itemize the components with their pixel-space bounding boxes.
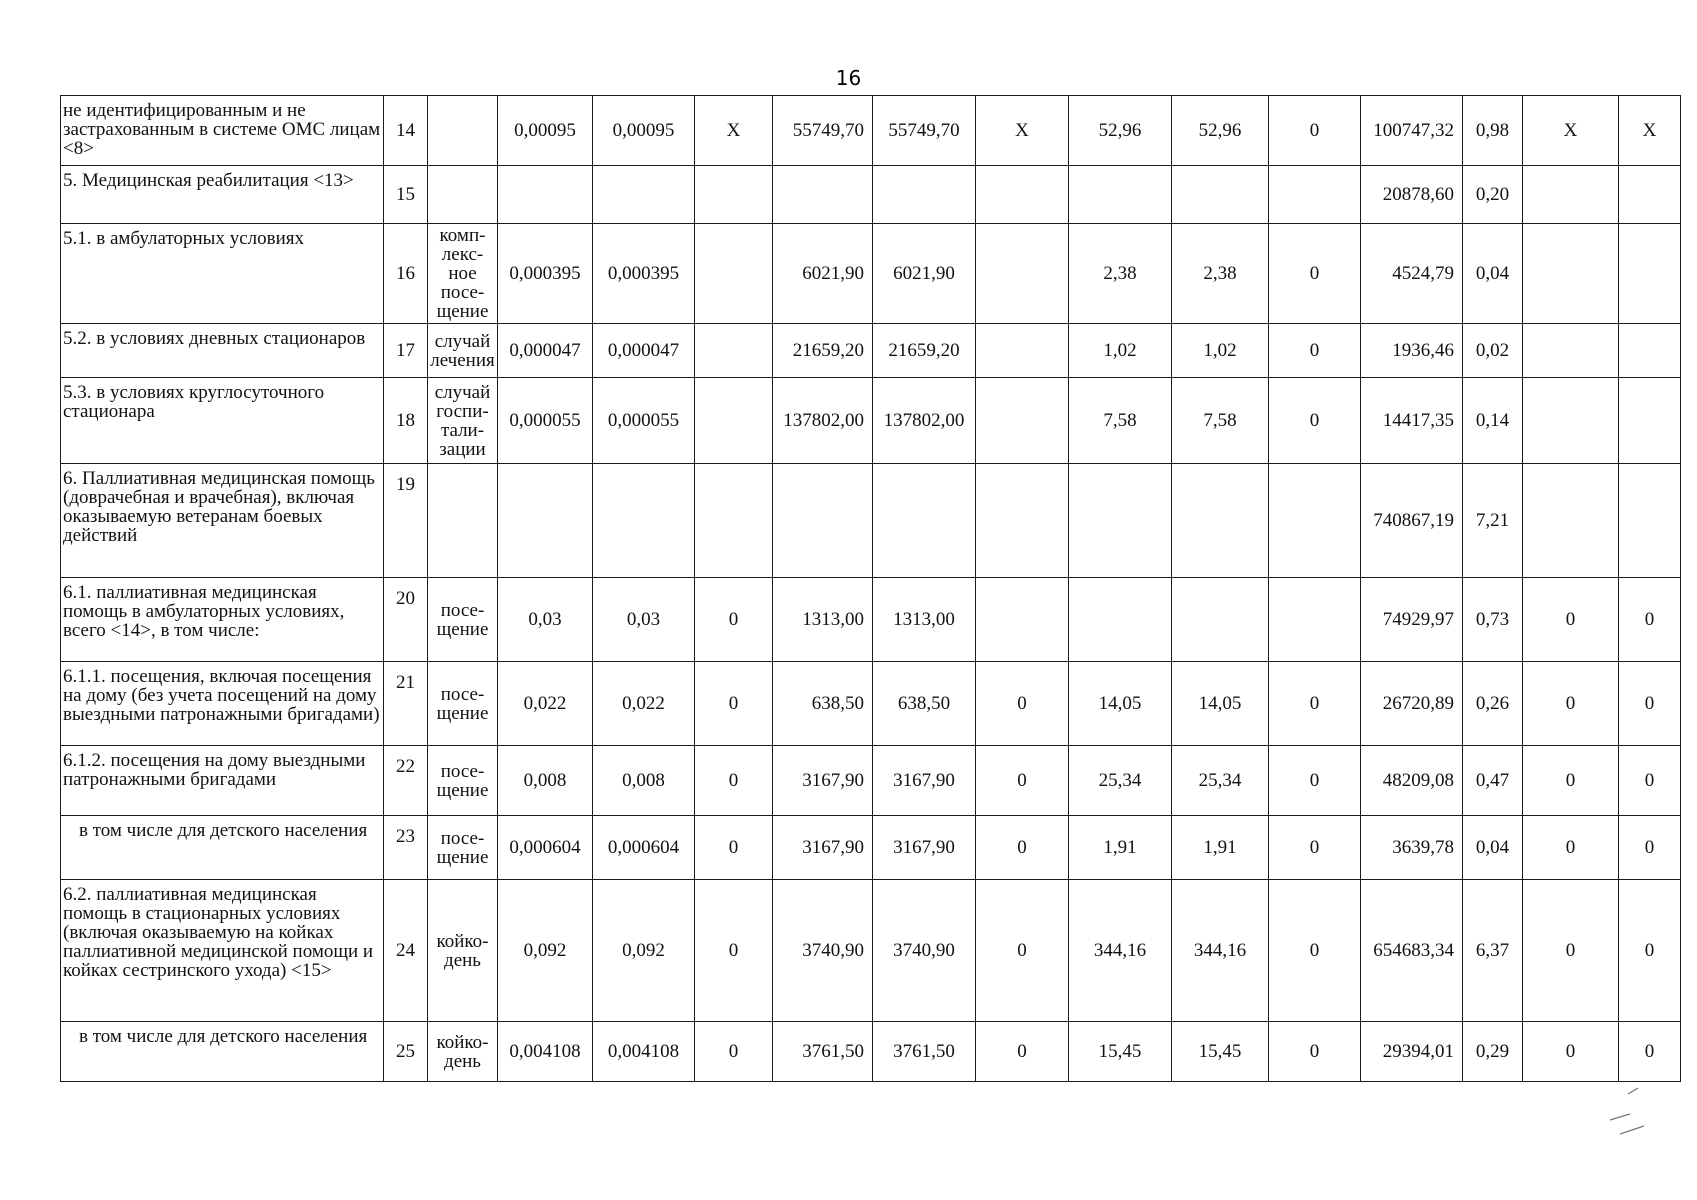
value-cell: 0 (1523, 578, 1619, 662)
row-number: 15 (384, 166, 428, 224)
value-cell: 740867,19 (1361, 464, 1463, 578)
value-cell: 638,50 (773, 662, 873, 746)
value-cell: 2,38 (1172, 224, 1269, 324)
row-number: 19 (384, 464, 428, 578)
value-cell: 0,73 (1463, 578, 1523, 662)
value-cell: 0 (976, 746, 1069, 816)
table-row (61, 224, 1681, 324)
table-row (61, 578, 1681, 662)
page-number: 16 (835, 66, 862, 90)
value-cell: 0 (1523, 816, 1619, 880)
value-cell: 0,008 (498, 746, 593, 816)
value-cell (695, 166, 773, 224)
value-cell (976, 324, 1069, 378)
value-cell: 3740,90 (873, 880, 976, 1022)
table-row (61, 166, 1681, 224)
value-cell: 1936,46 (1361, 324, 1463, 378)
value-cell: 0 (695, 816, 773, 880)
value-cell: 1,02 (1172, 324, 1269, 378)
value-cell: 0,000047 (593, 324, 695, 378)
value-cell: 21659,20 (773, 324, 873, 378)
value-cell: 4524,79 (1361, 224, 1463, 324)
row-number: 18 (384, 378, 428, 464)
value-cell (1269, 166, 1361, 224)
value-cell (593, 464, 695, 578)
unit-cell: посе-щение (428, 662, 498, 746)
value-cell: 0 (976, 662, 1069, 746)
value-cell: 3761,50 (773, 1022, 873, 1082)
value-cell: 0,03 (498, 578, 593, 662)
unit-cell: случай лечения (428, 324, 498, 378)
value-cell (1269, 464, 1361, 578)
value-cell: 654683,34 (1361, 880, 1463, 1022)
value-cell (873, 166, 976, 224)
value-cell: 14,05 (1172, 662, 1269, 746)
value-cell: 15,45 (1172, 1022, 1269, 1082)
table-row (61, 378, 1681, 464)
value-cell: 0,04 (1463, 816, 1523, 880)
table-row (61, 816, 1681, 880)
value-cell (695, 324, 773, 378)
unit-cell (428, 464, 498, 578)
value-cell: 0,004108 (593, 1022, 695, 1082)
value-cell: 1,91 (1069, 816, 1172, 880)
value-cell: 7,21 (1463, 464, 1523, 578)
value-cell (1172, 464, 1269, 578)
unit-cell: посе-щение (428, 816, 498, 880)
unit-cell: койко-день (428, 1022, 498, 1082)
value-cell: 0,26 (1463, 662, 1523, 746)
value-cell: 0,092 (593, 880, 695, 1022)
value-cell (976, 464, 1069, 578)
value-cell: 1,02 (1069, 324, 1172, 378)
row-label: 6. Паллиативная медицинская помощь (доврачебная и врачебная), включая оказываемую ветеранам боевых действий (61, 464, 384, 578)
value-cell: 0 (1619, 746, 1681, 816)
row-number: 21 (384, 662, 428, 746)
value-cell: 52,96 (1172, 96, 1269, 166)
table-row (61, 1022, 1681, 1082)
value-cell (873, 464, 976, 578)
row-number: 16 (384, 224, 428, 324)
table-row (61, 746, 1681, 816)
value-cell: 0 (1269, 378, 1361, 464)
value-cell: 0,03 (593, 578, 695, 662)
value-cell: 0 (1269, 1022, 1361, 1082)
unit-cell: койко-день (428, 880, 498, 1022)
value-cell: 0,47 (1463, 746, 1523, 816)
value-cell (1523, 464, 1619, 578)
value-cell (695, 464, 773, 578)
value-cell: 55749,70 (873, 96, 976, 166)
value-cell (976, 224, 1069, 324)
value-cell: 344,16 (1069, 880, 1172, 1022)
value-cell: 1313,00 (873, 578, 976, 662)
value-cell: 0 (1619, 880, 1681, 1022)
value-cell (1069, 464, 1172, 578)
row-label: 5.3. в условиях круглосуточного стационара (61, 378, 384, 464)
value-cell: 0 (1619, 662, 1681, 746)
value-cell (1619, 224, 1681, 324)
value-cell (1172, 578, 1269, 662)
value-cell: 137802,00 (873, 378, 976, 464)
row-label: 5.1. в амбулаторных условиях (61, 224, 384, 324)
value-cell: 0 (695, 746, 773, 816)
value-cell: 0,000395 (498, 224, 593, 324)
unit-cell: комп-лекс-ное посе-щение (428, 224, 498, 324)
value-cell: 52,96 (1069, 96, 1172, 166)
value-cell: 0 (695, 578, 773, 662)
value-cell: 0 (1619, 1022, 1681, 1082)
table-row (61, 464, 1681, 578)
value-cell: 0 (1523, 662, 1619, 746)
value-cell: 0,004108 (498, 1022, 593, 1082)
value-cell: 74929,97 (1361, 578, 1463, 662)
value-cell: 7,58 (1172, 378, 1269, 464)
value-cell: 0,022 (593, 662, 695, 746)
row-label: 5.2. в условиях дневных стационаров (61, 324, 384, 378)
row-label: в том числе для детского населения (61, 816, 384, 880)
value-cell: 638,50 (873, 662, 976, 746)
table-row (61, 880, 1681, 1022)
value-cell: 0 (1269, 816, 1361, 880)
value-cell: 0,00095 (498, 96, 593, 166)
value-cell: 2,38 (1069, 224, 1172, 324)
value-cell: 3761,50 (873, 1022, 976, 1082)
value-cell: 14417,35 (1361, 378, 1463, 464)
value-cell (498, 464, 593, 578)
value-cell: 0 (1269, 880, 1361, 1022)
value-cell: 0,000055 (498, 378, 593, 464)
value-cell: 3167,90 (873, 816, 976, 880)
row-label: не идентифицированным и не застрахованным в системе ОМС лицам <8> (61, 96, 384, 166)
table-row (61, 324, 1681, 378)
value-cell: 3167,90 (773, 816, 873, 880)
value-cell: 3167,90 (773, 746, 873, 816)
value-cell (1523, 166, 1619, 224)
value-cell (1069, 578, 1172, 662)
value-cell: 15,45 (1069, 1022, 1172, 1082)
value-cell: 0 (1523, 880, 1619, 1022)
value-cell: 0,022 (498, 662, 593, 746)
value-cell (1523, 224, 1619, 324)
value-cell (1523, 378, 1619, 464)
value-cell: 0 (695, 662, 773, 746)
value-cell: 0,02 (1463, 324, 1523, 378)
row-number: 22 (384, 746, 428, 816)
value-cell: 26720,89 (1361, 662, 1463, 746)
value-cell: 25,34 (1069, 746, 1172, 816)
value-cell: 0 (1269, 746, 1361, 816)
value-cell (976, 578, 1069, 662)
value-cell: 21659,20 (873, 324, 976, 378)
row-label: 6.1. паллиативная медицинская помощь в амбулаторных условиях, всего <14>, в том числе: (61, 578, 384, 662)
value-cell: 1,91 (1172, 816, 1269, 880)
value-cell: 0,14 (1463, 378, 1523, 464)
data-table (60, 95, 1681, 1082)
unit-cell: случай госпи-тали-зации (428, 378, 498, 464)
value-cell: 0 (1523, 746, 1619, 816)
value-cell: 25,34 (1172, 746, 1269, 816)
value-cell: 6,37 (1463, 880, 1523, 1022)
value-cell (1269, 578, 1361, 662)
value-cell: 344,16 (1172, 880, 1269, 1022)
value-cell: 0 (1269, 324, 1361, 378)
value-cell: 0,092 (498, 880, 593, 1022)
value-cell: 29394,01 (1361, 1022, 1463, 1082)
table-row (61, 96, 1681, 166)
value-cell: 0 (1619, 816, 1681, 880)
value-cell: 14,05 (1069, 662, 1172, 746)
value-cell: 48209,08 (1361, 746, 1463, 816)
value-cell: 0,000604 (498, 816, 593, 880)
value-cell: 0 (1523, 1022, 1619, 1082)
row-label: 6.1.2. посещения на дому выездными патронажными бригадами (61, 746, 384, 816)
value-cell: 0,000047 (498, 324, 593, 378)
value-cell: 0 (976, 880, 1069, 1022)
value-cell (1619, 166, 1681, 224)
row-number: 24 (384, 880, 428, 1022)
row-label: в том числе для детского населения (61, 1022, 384, 1082)
value-cell: 6021,90 (773, 224, 873, 324)
table-row (61, 662, 1681, 746)
value-cell: 0 (695, 1022, 773, 1082)
value-cell (1619, 464, 1681, 578)
value-cell: 0 (976, 1022, 1069, 1082)
value-cell: 0,000395 (593, 224, 695, 324)
value-cell: 6021,90 (873, 224, 976, 324)
value-cell: 0,000604 (593, 816, 695, 880)
value-cell: 0,000055 (593, 378, 695, 464)
row-number: 25 (384, 1022, 428, 1082)
value-cell: 137802,00 (773, 378, 873, 464)
value-cell: X (976, 96, 1069, 166)
value-cell (695, 378, 773, 464)
value-cell: 0 (1619, 578, 1681, 662)
value-cell: 3639,78 (1361, 816, 1463, 880)
value-cell: 1313,00 (773, 578, 873, 662)
unit-cell: посе-щение (428, 578, 498, 662)
value-cell: 3740,90 (773, 880, 873, 1022)
value-cell (1619, 378, 1681, 464)
value-cell: 0 (976, 816, 1069, 880)
unit-cell: посе-щение (428, 746, 498, 816)
value-cell: 0,20 (1463, 166, 1523, 224)
value-cell: X (1523, 96, 1619, 166)
value-cell (773, 166, 873, 224)
value-cell: 0,04 (1463, 224, 1523, 324)
row-number: 17 (384, 324, 428, 378)
value-cell (1523, 324, 1619, 378)
unit-cell (428, 96, 498, 166)
value-cell: 100747,32 (1361, 96, 1463, 166)
value-cell: 3167,90 (873, 746, 976, 816)
value-cell: 0 (1269, 662, 1361, 746)
row-number: 23 (384, 816, 428, 880)
value-cell (773, 464, 873, 578)
row-number: 20 (384, 578, 428, 662)
value-cell: 7,58 (1069, 378, 1172, 464)
value-cell (1619, 324, 1681, 378)
value-cell: 0,00095 (593, 96, 695, 166)
value-cell (498, 166, 593, 224)
value-cell: 0 (1269, 224, 1361, 324)
value-cell (1172, 166, 1269, 224)
row-label: 6.2. паллиативная медицинская помощь в стационарных условиях (включая оказываемую на койках паллиативной медицинской помощи и койках сестринского ухода) <15> (61, 880, 384, 1022)
value-cell (593, 166, 695, 224)
value-cell: 0 (1269, 96, 1361, 166)
row-label: 5. Медицинская реабилитация <13> (61, 166, 384, 224)
value-cell (976, 166, 1069, 224)
value-cell: 0,29 (1463, 1022, 1523, 1082)
value-cell: 0,008 (593, 746, 695, 816)
pen-mark (1600, 1080, 1660, 1140)
unit-cell (428, 166, 498, 224)
value-cell: 0,98 (1463, 96, 1523, 166)
value-cell (695, 224, 773, 324)
value-cell (1069, 166, 1172, 224)
value-cell: X (1619, 96, 1681, 166)
row-label: 6.1.1. посещения, включая посещения на дому (без учета посещений на дому выездными патронажными бригадами) (61, 662, 384, 746)
value-cell: 20878,60 (1361, 166, 1463, 224)
value-cell (976, 378, 1069, 464)
row-number: 14 (384, 96, 428, 166)
value-cell: 0 (695, 880, 773, 1022)
value-cell: 55749,70 (773, 96, 873, 166)
value-cell: X (695, 96, 773, 166)
